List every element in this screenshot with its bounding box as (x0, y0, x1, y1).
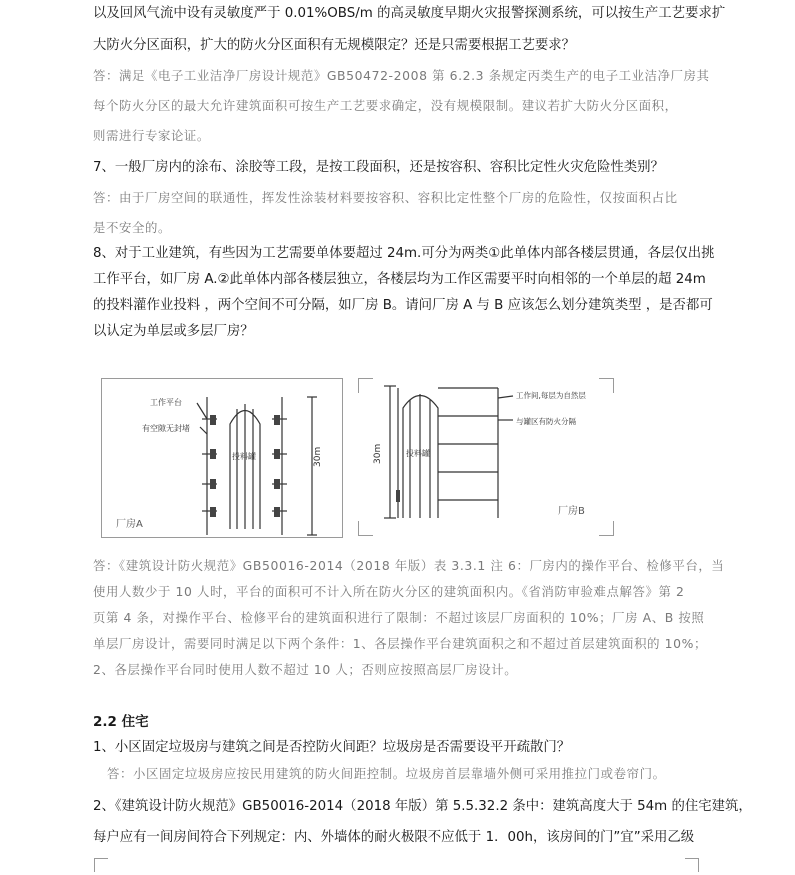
question-line: 1、小区固定垃圾房与建筑之间是否控防火间距？垃圾房是否需要设平开疏散门？ (93, 740, 571, 755)
figure-b-name: 厂房B (558, 506, 585, 517)
answer-line: 则需进行专家论证。 (93, 128, 210, 143)
answer-line: 使用人数少于 10 人时，平台的面积可不计入所在防火分区的建筑面积内。《省消防审验难点解答》第 2 (93, 584, 685, 599)
page-corner-mark (94, 858, 108, 859)
page-corner-mark (94, 858, 95, 872)
page-corner-mark (685, 858, 699, 859)
figure-a-drawing (102, 379, 342, 537)
question-line: 的投料灌作业投料 ，两个空间不可分隔，如厂房 B。请问厂房 A 与 B 应该怎么划分建筑类型 ，是否都可 (93, 298, 713, 313)
question-line: 2、《建筑设计防火规范》GB50016-2014（2018 年版）第 5.5.32.2 条中：建筑高度大于 54m 的住宅建筑， (93, 799, 752, 814)
question-line: 7、一般厂房内的涂布、涂胶等工段，是按工段面积，还是按容积、容积比定性火灾危险性类别？ (93, 160, 664, 175)
figure-b-drawing (358, 378, 614, 536)
figure-a-name: 厂房A (116, 519, 143, 530)
figure-b-height-label: 30m (373, 443, 383, 464)
figure-a-silo-label: 投料罐 (232, 452, 256, 461)
figure-b-separation-label: 与罐区有防火分隔 (516, 417, 576, 426)
answer-line: 单层厂房设计，需要同时满足以下两个条件：1、各层操作平台建筑面积之和不超过首层建筑面积的 10%； (93, 636, 707, 651)
answer-line: 答：《建筑设计防火规范》GB50016-2014（2018 年版）表 3.3.1 注 6：厂房内的操作平台、检修平台，当 (93, 558, 725, 573)
figure-b-silo-label: 投料罐 (406, 449, 430, 458)
answer-line: 2、各层操作平台同时使用人数不超过 10 人；否则应按照高层厂房设计。 (93, 662, 518, 677)
question-line: 工作平台，如厂房 A.②此单体内部各楼层独立，各楼层均为工作区需要平时向相邻的一个单层的超 24m (93, 272, 706, 287)
paragraph-line: 大防火分区面积，扩大的防火分区面积有无规模限定？还是只需要根据工艺要求？ (93, 38, 576, 53)
figure-a-height-label: 30m (313, 446, 323, 467)
figure-b-frame (358, 378, 614, 536)
figure-a-gap-label: 有空隙无封堵 (142, 424, 190, 433)
figure-b-layer-label: 工作间,每层为自然层 (516, 391, 586, 400)
answer-line: 页第 4 条，对操作平台、检修平台的建筑面积进行了限制：不超过该层厂房面积的 10%；厂房 A、B 按照 (93, 610, 705, 625)
question-line: 以认定为单层或多层厂房？ (93, 324, 254, 339)
section-heading: 2.2 住宅 (93, 714, 149, 730)
figure-a-frame (101, 378, 343, 538)
question-line: 8、对于工业建筑，有些因为工艺需要单体要超过 24m.可分为两类①此单体内部各楼层贯通，各层仅出挑 (93, 246, 715, 261)
answer-line: 答：由于厂房空间的联通性，挥发性涂装材料要按容积、容积比定性整个厂房的危险性，仅按面积占比 (93, 190, 678, 205)
figure-a-platform-label: 工作平台 (150, 398, 182, 407)
answer-line: 答：小区固定垃圾房应按民用建筑的防火间距控制。垃圾房首层靠墙外侧可采用推拉门或卷帘门。 (107, 766, 666, 781)
question-line: 每户应有一间房间符合下列规定：内、外墙体的耐火极限不应低于 1．00h，该房间的门”宜”采用乙级 (93, 830, 695, 845)
answer-line: 是不安全的。 (93, 220, 171, 235)
answer-line: 每个防火分区的最大允许建筑面积可按生产工艺要求确定，没有规模限制。建议若扩大防火分区面积， (93, 98, 678, 113)
page-corner-mark (698, 858, 699, 872)
answer-line: 答：满足《电子工业洁净厂房设计规范》GB50472-2008 第 6.2.3 条规定丙类生产的电子工业洁净厂房其 (93, 68, 710, 83)
paragraph-line: 以及回风气流中设有灵敏度严于 0.01%OBS/m 的高灵敏度早期火灾报警探测系统，可以按生产工艺要求扩 (93, 6, 726, 21)
